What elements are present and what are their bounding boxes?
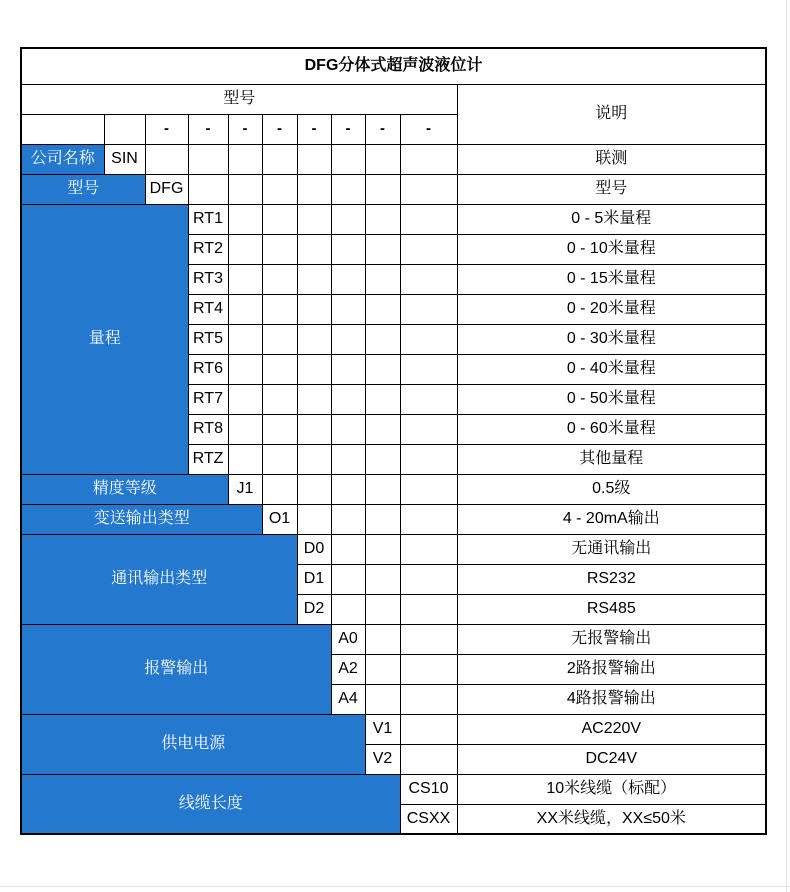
empty-cell	[262, 174, 297, 204]
empty-cell	[400, 384, 457, 414]
empty-cell	[365, 174, 400, 204]
group-label-model: 型号	[21, 174, 145, 204]
option-desc-j1: 0.5级	[457, 474, 766, 504]
empty-cell	[262, 384, 297, 414]
empty-cell	[331, 594, 365, 624]
empty-cell	[297, 444, 331, 474]
option-code-rt3: RT3	[188, 264, 228, 294]
option-code-rt1: RT1	[188, 204, 228, 234]
empty-cell	[331, 474, 365, 504]
empty-cell	[297, 354, 331, 384]
empty-cell	[228, 144, 262, 174]
option-desc-rt4: 0 - 20米量程	[457, 294, 766, 324]
empty-cell	[331, 384, 365, 414]
code-separator: -	[400, 114, 457, 144]
empty-cell	[262, 234, 297, 264]
empty-cell	[400, 684, 457, 714]
empty-cell	[188, 174, 228, 204]
model-column-header: 型号	[21, 84, 457, 114]
empty-cell	[228, 204, 262, 234]
code-separator: -	[145, 114, 188, 144]
option-code-rt4: RT4	[188, 294, 228, 324]
empty-cell	[228, 324, 262, 354]
empty-cell	[331, 414, 365, 444]
empty-cell	[365, 324, 400, 354]
empty-cell	[297, 234, 331, 264]
option-code-j1: J1	[228, 474, 262, 504]
empty-cell	[228, 384, 262, 414]
empty-cell	[331, 534, 365, 564]
group-label-power-supply: 供电电源	[21, 714, 365, 774]
empty-cell	[262, 144, 297, 174]
empty-cell	[400, 594, 457, 624]
empty-cell	[228, 294, 262, 324]
code-separator: -	[365, 114, 400, 144]
empty-cell	[262, 414, 297, 444]
option-desc-d0: 无通讯输出	[457, 534, 766, 564]
empty-cell	[297, 504, 331, 534]
option-code-d2: D2	[297, 594, 331, 624]
empty-cell	[365, 444, 400, 474]
empty-cell	[400, 354, 457, 384]
empty-cell	[297, 474, 331, 504]
empty-cell	[262, 324, 297, 354]
table-title: DFG分体式超声波液位计	[21, 48, 766, 84]
empty-cell	[331, 564, 365, 594]
empty-cell	[297, 294, 331, 324]
empty-cell	[365, 354, 400, 384]
code-separator: -	[297, 114, 331, 144]
empty-cell	[400, 624, 457, 654]
empty-cell	[400, 294, 457, 324]
empty-cell	[365, 624, 400, 654]
option-desc-a2: 2路报警输出	[457, 654, 766, 684]
empty-cell	[365, 594, 400, 624]
option-code-cs10: CS10	[400, 774, 457, 804]
page-edge-right	[786, 0, 787, 892]
group-label-cable-length: 线缆长度	[21, 774, 400, 834]
empty-cell	[400, 204, 457, 234]
option-code-v2: V2	[365, 744, 400, 774]
empty-cell	[228, 234, 262, 264]
empty-cell	[400, 744, 457, 774]
option-desc-d2: RS485	[457, 594, 766, 624]
code-separator: -	[331, 114, 365, 144]
option-desc-a0: 无报警输出	[457, 624, 766, 654]
code-separator: -	[188, 114, 228, 144]
empty-cell	[331, 354, 365, 384]
empty-cell	[400, 444, 457, 474]
empty-cell	[331, 264, 365, 294]
empty-cell	[400, 714, 457, 744]
option-desc-o1: 4 - 20mA输出	[457, 504, 766, 534]
empty-cell	[365, 234, 400, 264]
option-code-rt8: RT8	[188, 414, 228, 444]
option-desc-rt6: 0 - 40米量程	[457, 354, 766, 384]
empty-cell	[400, 414, 457, 444]
empty-cell	[400, 654, 457, 684]
empty-cell	[228, 264, 262, 294]
empty-cell	[297, 144, 331, 174]
option-desc-v2: DC24V	[457, 744, 766, 774]
empty-cell	[228, 414, 262, 444]
option-desc-d1: RS232	[457, 564, 766, 594]
empty-cell	[228, 174, 262, 204]
empty-cell	[228, 444, 262, 474]
empty-cell	[262, 444, 297, 474]
option-desc-rt2: 0 - 10米量程	[457, 234, 766, 264]
option-code-o1: O1	[262, 504, 297, 534]
empty-cell	[400, 534, 457, 564]
option-code-dfg: DFG	[145, 174, 188, 204]
empty-cell	[331, 144, 365, 174]
option-code-a0: A0	[331, 624, 365, 654]
group-label-comm-output: 通讯输出类型	[21, 534, 297, 624]
option-desc-rt8: 0 - 60米量程	[457, 414, 766, 444]
option-desc-rt1: 0 - 5米量程	[457, 204, 766, 234]
option-desc-sin: 联测	[457, 144, 766, 174]
empty-cell	[365, 684, 400, 714]
empty-cell	[365, 264, 400, 294]
empty-cell	[331, 324, 365, 354]
empty-cell	[400, 234, 457, 264]
empty-cell	[365, 654, 400, 684]
empty-cell	[400, 564, 457, 594]
empty-cell	[400, 174, 457, 204]
code-separator: -	[228, 114, 262, 144]
empty-cell	[365, 564, 400, 594]
empty-cell	[400, 504, 457, 534]
empty-cell	[400, 324, 457, 354]
empty-cell	[365, 504, 400, 534]
empty-cell	[262, 474, 297, 504]
empty-cell	[297, 414, 331, 444]
option-code-sin: SIN	[104, 144, 145, 174]
option-desc-cs10: 10米线缆（标配）	[457, 774, 766, 804]
option-code-rt7: RT7	[188, 384, 228, 414]
option-desc-rt5: 0 - 30米量程	[457, 324, 766, 354]
option-desc-v1: AC220V	[457, 714, 766, 744]
option-desc-rt3: 0 - 15米量程	[457, 264, 766, 294]
empty-cell	[365, 294, 400, 324]
option-code-a2: A2	[331, 654, 365, 684]
empty-cell	[331, 504, 365, 534]
empty-cell	[331, 174, 365, 204]
option-code-rt2: RT2	[188, 234, 228, 264]
empty-cell	[21, 114, 104, 144]
empty-cell	[188, 144, 228, 174]
empty-cell	[365, 414, 400, 444]
empty-cell	[331, 204, 365, 234]
empty-cell	[145, 144, 188, 174]
empty-cell	[365, 144, 400, 174]
page-edge-bottom	[0, 886, 790, 887]
option-code-v1: V1	[365, 714, 400, 744]
empty-cell	[262, 204, 297, 234]
code-separator: -	[262, 114, 297, 144]
empty-cell	[262, 354, 297, 384]
option-desc-csxx: XX米线缆，XX≤50米	[457, 804, 766, 834]
option-code-d1: D1	[297, 564, 331, 594]
empty-cell	[331, 444, 365, 474]
option-code-rt5: RT5	[188, 324, 228, 354]
group-label-alarm-output: 报警输出	[21, 624, 331, 714]
empty-cell	[400, 264, 457, 294]
empty-cell	[297, 384, 331, 414]
group-label-accuracy: 精度等级	[21, 474, 228, 504]
empty-cell	[365, 384, 400, 414]
empty-cell	[365, 204, 400, 234]
option-code-csxx: CSXX	[400, 804, 457, 834]
group-label-range: 量程	[21, 204, 188, 474]
option-desc-rtz: 其他量程	[457, 444, 766, 474]
empty-cell	[400, 474, 457, 504]
empty-cell	[331, 234, 365, 264]
model-selection-table	[20, 47, 767, 835]
empty-cell	[104, 114, 145, 144]
empty-cell	[297, 324, 331, 354]
empty-cell	[331, 294, 365, 324]
group-label-transmit-output: 变送输出类型	[21, 504, 262, 534]
option-desc-rt7: 0 - 50米量程	[457, 384, 766, 414]
empty-cell	[228, 354, 262, 384]
option-code-d0: D0	[297, 534, 331, 564]
empty-cell	[262, 294, 297, 324]
empty-cell	[297, 204, 331, 234]
option-desc-a4: 4路报警输出	[457, 684, 766, 714]
group-label-company: 公司名称	[21, 144, 104, 174]
empty-cell	[297, 174, 331, 204]
option-code-rtz: RTZ	[188, 444, 228, 474]
option-desc-dfg: 型号	[457, 174, 766, 204]
option-code-rt6: RT6	[188, 354, 228, 384]
description-column-header: 说明	[457, 84, 766, 144]
empty-cell	[365, 534, 400, 564]
empty-cell	[365, 474, 400, 504]
option-code-a4: A4	[331, 684, 365, 714]
empty-cell	[297, 264, 331, 294]
empty-cell	[400, 144, 457, 174]
empty-cell	[262, 264, 297, 294]
